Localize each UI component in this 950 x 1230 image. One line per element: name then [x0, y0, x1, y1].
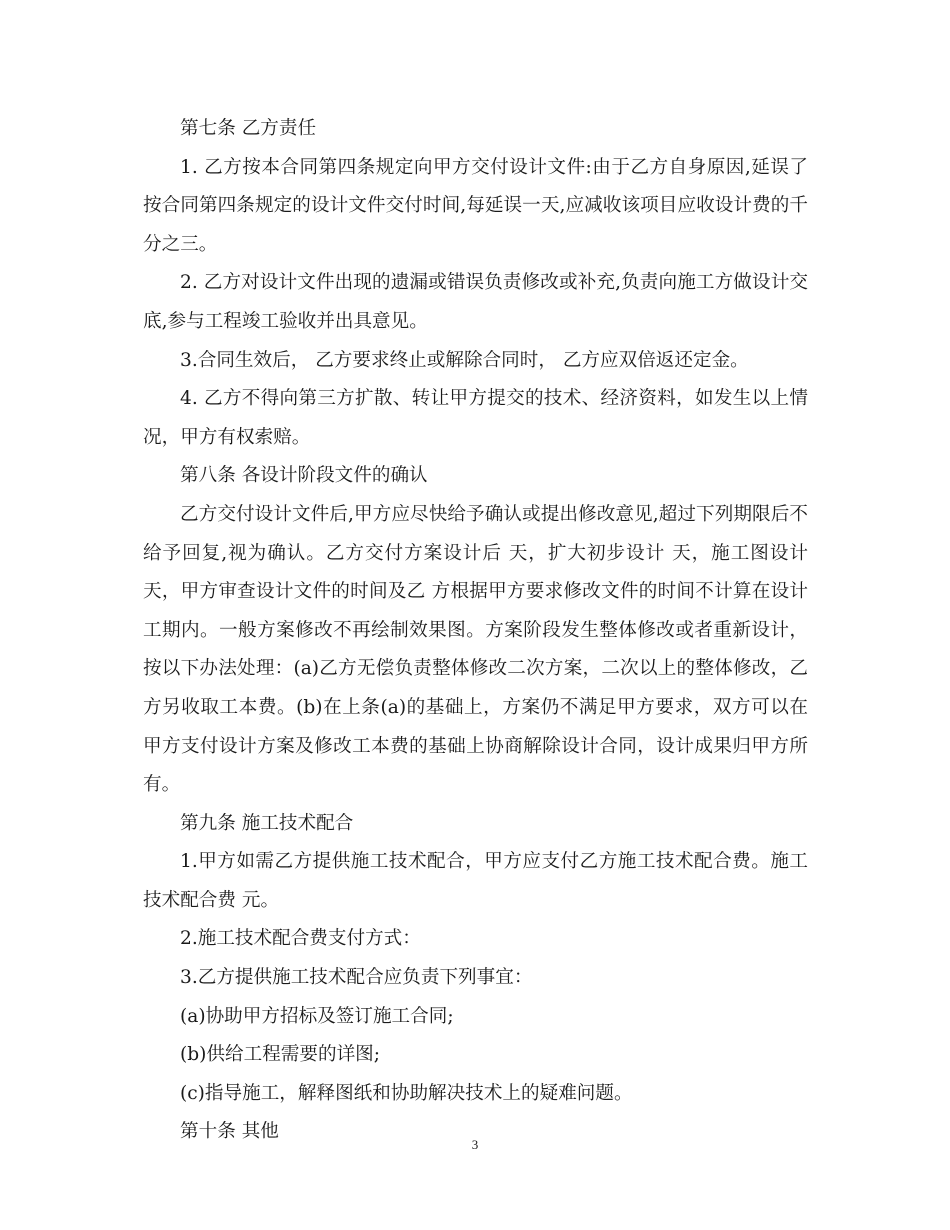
- page-number: 3: [471, 1137, 479, 1152]
- article-9-heading: 第九条 施工技术配合: [180, 812, 354, 834]
- article-9-item-b: (b)供给工程需要的详图;: [180, 1044, 381, 1066]
- article-7-heading: 第七条 乙方责任: [180, 118, 317, 139]
- article-9-item-c: (c)指导施工，解释图纸和协助解决技术上的疑难问题。: [180, 1082, 633, 1104]
- document-body: [143, 110, 808, 1152]
- article-9-item-a: (a)协助甲方招标及签订施工合同;: [180, 1005, 454, 1027]
- article-7-clause-3: 3.合同生效后， 乙方要求终止或解除合同时， 乙方应双倍返还定金。: [180, 349, 749, 371]
- article-9-clause-3: 3.乙方提供施工技术配合应负责下列事宜：: [180, 967, 533, 989]
- article-9-clause-1: 1.甲方如需乙方提供施工技术配合，甲方应支付乙方施工技术配合费。施工技术配合费 元。: [143, 851, 808, 911]
- article-7-clause-4: 4. 乙方不得向第三方扩散、转让甲方提交的技术、经济资料，如发生以上情况，甲方有权索赔。: [143, 388, 808, 448]
- article-7-clause-2: 2. 乙方对设计文件出现的遗漏或错误负责修改或补充,负责向施工方做设计交底,参与工程竣工验收并出具意见。: [143, 272, 808, 332]
- article-8-heading: 第八条 各设计阶段文件的确认: [180, 465, 428, 487]
- article-8-body: 乙方交付设计文件后,甲方应尽快给予确认或提出修改意见,超过下列期限后不给予回复,视为确认。乙方交付方案设计后 天，扩大初步设计 天，施工图设计 天，甲方审查设计文件的时间及乙 方根据甲方要求修改文件的时间不计算在设计工期内。一般方案修改不再绘制效果图。方案阶段发生整体修改或者重新设计，按以下办法处理：(a)乙方无偿负责整体修改二次方案，二次以上的整体修改，乙方另收取工本费。(b)在上条(a)的基础上，方案仍不满足甲方要求，双方可以在甲方支付设计方案及修改工本费的基础上协商解除设计合同，设计成果归甲方所有。: [143, 503, 808, 796]
- article-10-heading: 第十条 其他: [180, 1121, 279, 1143]
- article-7-clause-1: 1. 乙方按本合同第四条规定向甲方交付设计文件:由于乙方自身原因,延误了按合同第四条规定的设计文件交付时间,每延误一天,应减收该项目应收设计费的千分之三。: [143, 156, 808, 255]
- article-9-clause-2: 2.施工技术配合费支付方式：: [180, 928, 421, 950]
